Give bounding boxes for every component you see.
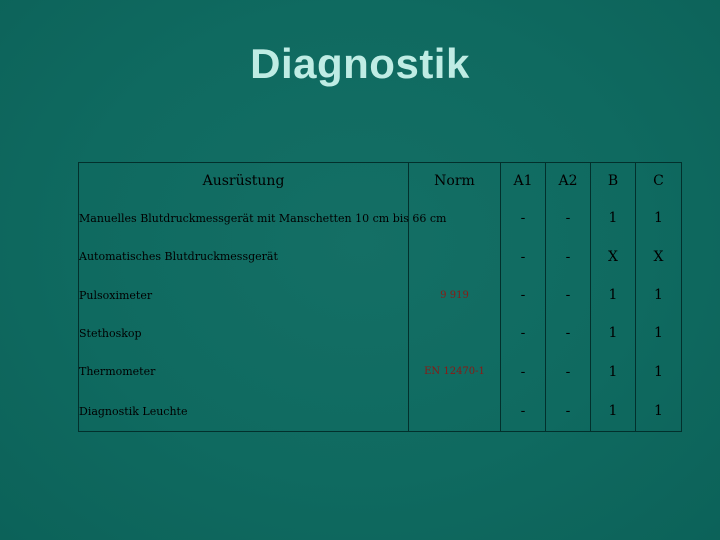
row-equipment-name: Automatisches Blutdruckmessgerät <box>79 237 409 275</box>
table-row <box>79 199 682 237</box>
row-norm <box>409 391 501 431</box>
row-equipment-name: Thermometer <box>79 353 409 391</box>
row-a2: - <box>546 276 591 314</box>
row-a1: - <box>501 353 546 391</box>
table-row <box>79 353 682 391</box>
table-row <box>79 314 682 352</box>
row-norm: 9 919 <box>409 276 501 314</box>
row-b: 1 <box>591 391 636 431</box>
header-b: B <box>591 163 636 200</box>
header-a1: A1 <box>501 163 546 200</box>
row-b: X <box>591 237 636 275</box>
row-equipment-name: Diagnostik Leuchte <box>79 391 409 431</box>
header-c: C <box>636 163 682 200</box>
row-equipment-name: Manuelles Blutdruckmessgerät mit Manschetten 10 cm bis 66 cm <box>79 199 409 237</box>
row-c: 1 <box>636 353 682 391</box>
row-a1: - <box>501 391 546 431</box>
row-b: 1 <box>591 353 636 391</box>
row-a2: - <box>546 353 591 391</box>
row-a2: - <box>546 199 591 237</box>
row-b: 1 <box>591 314 636 352</box>
row-a1: - <box>501 314 546 352</box>
equipment-table <box>78 162 682 432</box>
row-b: 1 <box>591 276 636 314</box>
header-norm: Norm <box>409 163 501 200</box>
row-c: X <box>636 237 682 275</box>
row-norm: EN 12470-1 <box>409 353 501 391</box>
table-row <box>79 237 682 275</box>
row-c: 1 <box>636 199 682 237</box>
row-equipment-name: Stethoskop <box>79 314 409 352</box>
header-equipment: Ausrüstung <box>79 163 409 200</box>
row-a2: - <box>546 237 591 275</box>
row-a2: - <box>546 314 591 352</box>
table-row <box>79 276 682 314</box>
row-a1: - <box>501 276 546 314</box>
row-c: 1 <box>636 276 682 314</box>
table-header-row <box>79 163 682 200</box>
row-norm <box>409 314 501 352</box>
row-c: 1 <box>636 391 682 431</box>
header-a2: A2 <box>546 163 591 200</box>
row-a1: - <box>501 199 546 237</box>
row-a2: - <box>546 391 591 431</box>
row-b: 1 <box>591 199 636 237</box>
slide-title: Diagnostik <box>250 40 470 87</box>
row-norm <box>409 237 501 275</box>
row-c: 1 <box>636 314 682 352</box>
row-equipment-name: Pulsoximeter <box>79 276 409 314</box>
row-a1: - <box>501 237 546 275</box>
table-row <box>79 391 682 431</box>
